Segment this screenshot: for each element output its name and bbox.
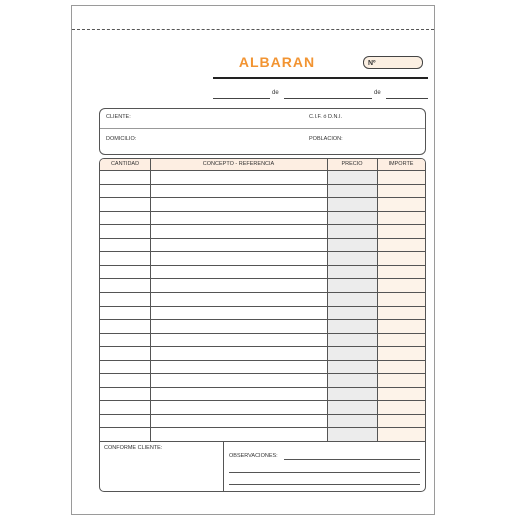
table-row[interactable] [100, 292, 425, 293]
column-divider-1 [150, 159, 151, 441]
table-row[interactable] [100, 197, 425, 198]
conforme-cliente-label: CONFORME CLIENTE: [104, 445, 163, 451]
observaciones-label: OBSERVACIONES: [229, 453, 278, 459]
date-separator-2: de [374, 90, 381, 96]
table-row[interactable] [100, 360, 425, 361]
number-field[interactable] [363, 56, 423, 69]
cliente-label: CLIENTE: [106, 114, 131, 120]
table-row[interactable] [100, 211, 425, 212]
client-box-divider [100, 128, 425, 129]
perforation-line [72, 29, 434, 30]
footer-divider [223, 441, 224, 492]
observaciones-line-3[interactable] [229, 484, 420, 485]
form-title: ALBARAN [238, 54, 316, 70]
table-row[interactable] [100, 238, 425, 239]
header-precio: PRECIO [341, 161, 363, 167]
number-label: Nº [368, 60, 376, 67]
domicilio-label: DOMICILIO: [106, 136, 137, 142]
table-row[interactable] [100, 306, 425, 307]
header-importe: IMPORTE [388, 161, 414, 167]
poblacion-label: POBLACION: [309, 136, 343, 142]
table-row[interactable] [100, 333, 425, 334]
table-row[interactable] [100, 346, 425, 347]
date-month-field[interactable] [284, 98, 372, 99]
column-divider-2 [327, 159, 328, 441]
albaran-form-sheet [71, 5, 435, 515]
cif-label: C.I.F. ó D.N.I. [309, 114, 343, 120]
table-row[interactable] [100, 319, 425, 320]
items-table [99, 158, 426, 492]
date-day-field[interactable] [213, 98, 270, 99]
date-separator-1: de [272, 90, 279, 96]
observaciones-line-2[interactable] [229, 472, 420, 473]
table-row[interactable] [100, 224, 425, 225]
footer-top-line [100, 441, 425, 442]
date-year-field[interactable] [386, 98, 428, 99]
table-row[interactable] [100, 414, 425, 415]
table-row[interactable] [100, 278, 425, 279]
table-row[interactable] [100, 400, 425, 401]
table-row[interactable] [100, 427, 425, 428]
table-row[interactable] [100, 251, 425, 252]
table-row[interactable] [100, 184, 425, 185]
table-row[interactable] [100, 265, 425, 266]
header-cantidad: CANTIDAD [110, 161, 140, 167]
client-info-box [99, 108, 426, 155]
header-concepto: CONCEPTO - REFERENCIA [202, 161, 275, 167]
observaciones-line-1[interactable] [284, 459, 420, 460]
table-row[interactable] [100, 387, 425, 388]
column-divider-3 [377, 159, 378, 441]
title-underline [213, 77, 428, 79]
table-row[interactable] [100, 373, 425, 374]
